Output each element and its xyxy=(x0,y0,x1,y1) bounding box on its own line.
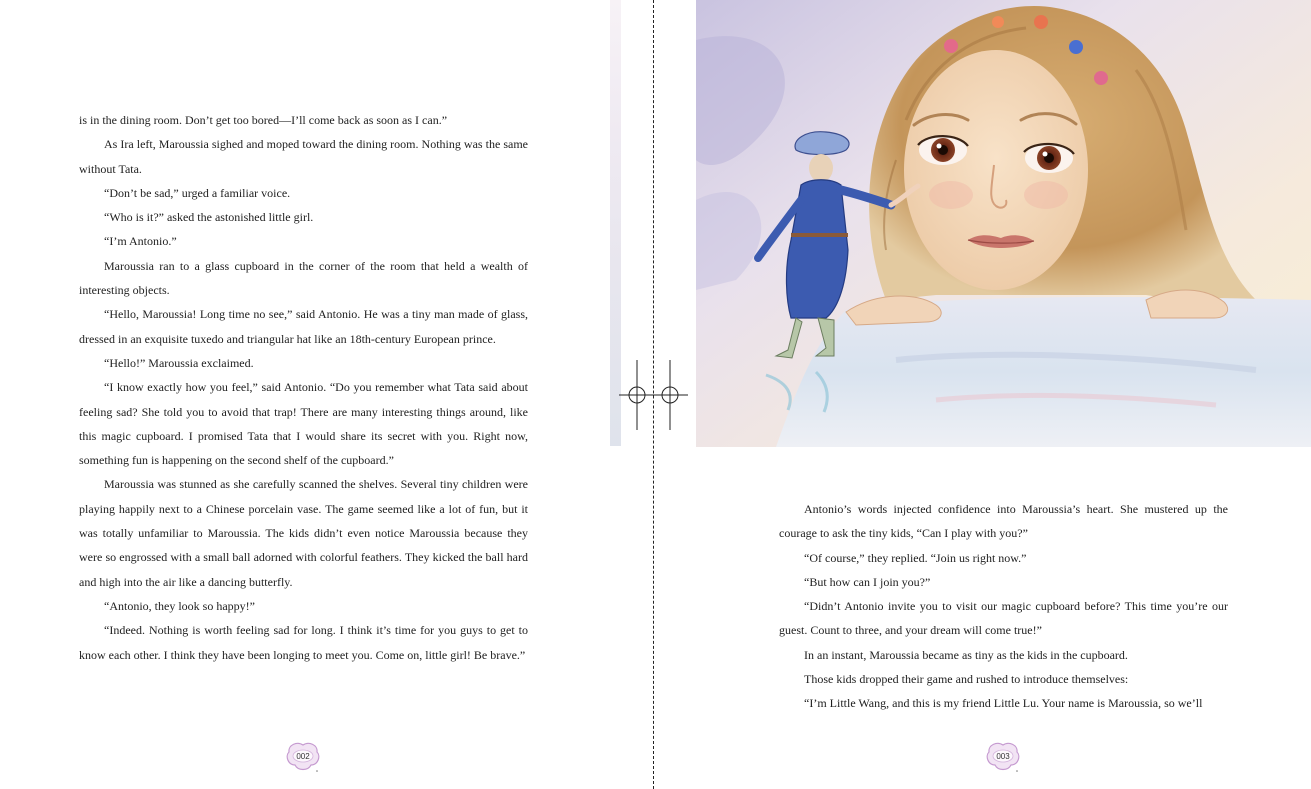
paragraph: Maroussia ran to a glass cupboard in the corner of the room that held a wealth of interesting objects. xyxy=(79,258,528,298)
paragraph: “But how can I join you?” xyxy=(804,574,931,589)
paragraph: is in the dining room. Don’t get too bored—I’ll come back as soon as I can.” xyxy=(79,113,448,127)
paragraph: “Who is it?” asked the astonished little girl. xyxy=(104,210,314,225)
paragraph: Antonio’s words injected confidence into Maroussia’s heart. She mustered up the courage to ask the tiny kids, “Can I play with you?” xyxy=(779,502,1228,541)
paragraph: “I know exactly how you feel,” said Antonio. “Do you remember what Tata said about feeling sad? She told you to avoid that trap! There are many interesting things around, like this magic cupboard. I promised Tata that I would share its secret with you. Right now, something fun is happening on the second shelf of the cupboard.” xyxy=(79,380,528,468)
paragraph: “I’m Antonio.” xyxy=(104,234,177,249)
paragraph: “I’m Little Wang, and this is my friend Little Lu. Your name is Maroussia, so we’ll xyxy=(804,696,1203,711)
paragraph: “Hello!” Maroussia exclaimed. xyxy=(104,355,254,370)
paragraph: “Didn’t Antonio invite you to visit our magic cupboard before? This time you’re our guest. Count to three, and your dream will come true!” xyxy=(779,599,1228,638)
girl-and-glass-prince-illustration xyxy=(696,0,1311,447)
watercolor-illustration xyxy=(696,0,1311,447)
left-page-text xyxy=(79,108,528,667)
page-number-badge xyxy=(285,741,321,773)
paragraph: Maroussia was stunned as she carefully scanned the shelves. Several tiny children were playing happily next to a Chinese porcelain vase. The game seemed like a lot of fun, but it was totally unfamiliar to Maroussia. The kids didn’t even notice Maroussia because they were so engrossed with a small ball adorned with colorful feathers. They kicked the ball hard and high into the air like a dancing butterfly. xyxy=(79,477,528,589)
paragraph: “Hello, Maroussia! Long time no see,” said Antonio. He was a tiny man made of glass, dressed in an exquisite tuxedo and triangular hat like an 18th-century European prince. xyxy=(79,307,528,346)
paragraph: “Don’t be sad,” urged a familiar voice. xyxy=(104,185,291,200)
left-page xyxy=(0,0,610,789)
paragraph: “Indeed. Nothing is worth feeling sad for long. I think it’s time for you guys to get to know each other. I think they have been longing to meet you. Come on, little girl! Be brave.” xyxy=(79,623,528,662)
page-number: 002 xyxy=(296,752,310,761)
paragraph: “Of course,” they replied. “Join us right now.” xyxy=(804,550,1027,565)
page-number: 003 xyxy=(996,752,1010,761)
paragraph: Those kids dropped their game and rushed to introduce themselves: xyxy=(804,672,1129,687)
paragraph: “Antonio, they look so happy!” xyxy=(104,598,255,613)
paragraph: In an instant, Maroussia became as tiny as the kids in the cupboard. xyxy=(804,647,1128,662)
right-page-text xyxy=(779,497,1228,716)
page-number-badge xyxy=(985,741,1021,773)
paragraph: As Ira left, Maroussia sighed and moped toward the dining room. Nothing was the same without Tata. xyxy=(79,137,528,176)
